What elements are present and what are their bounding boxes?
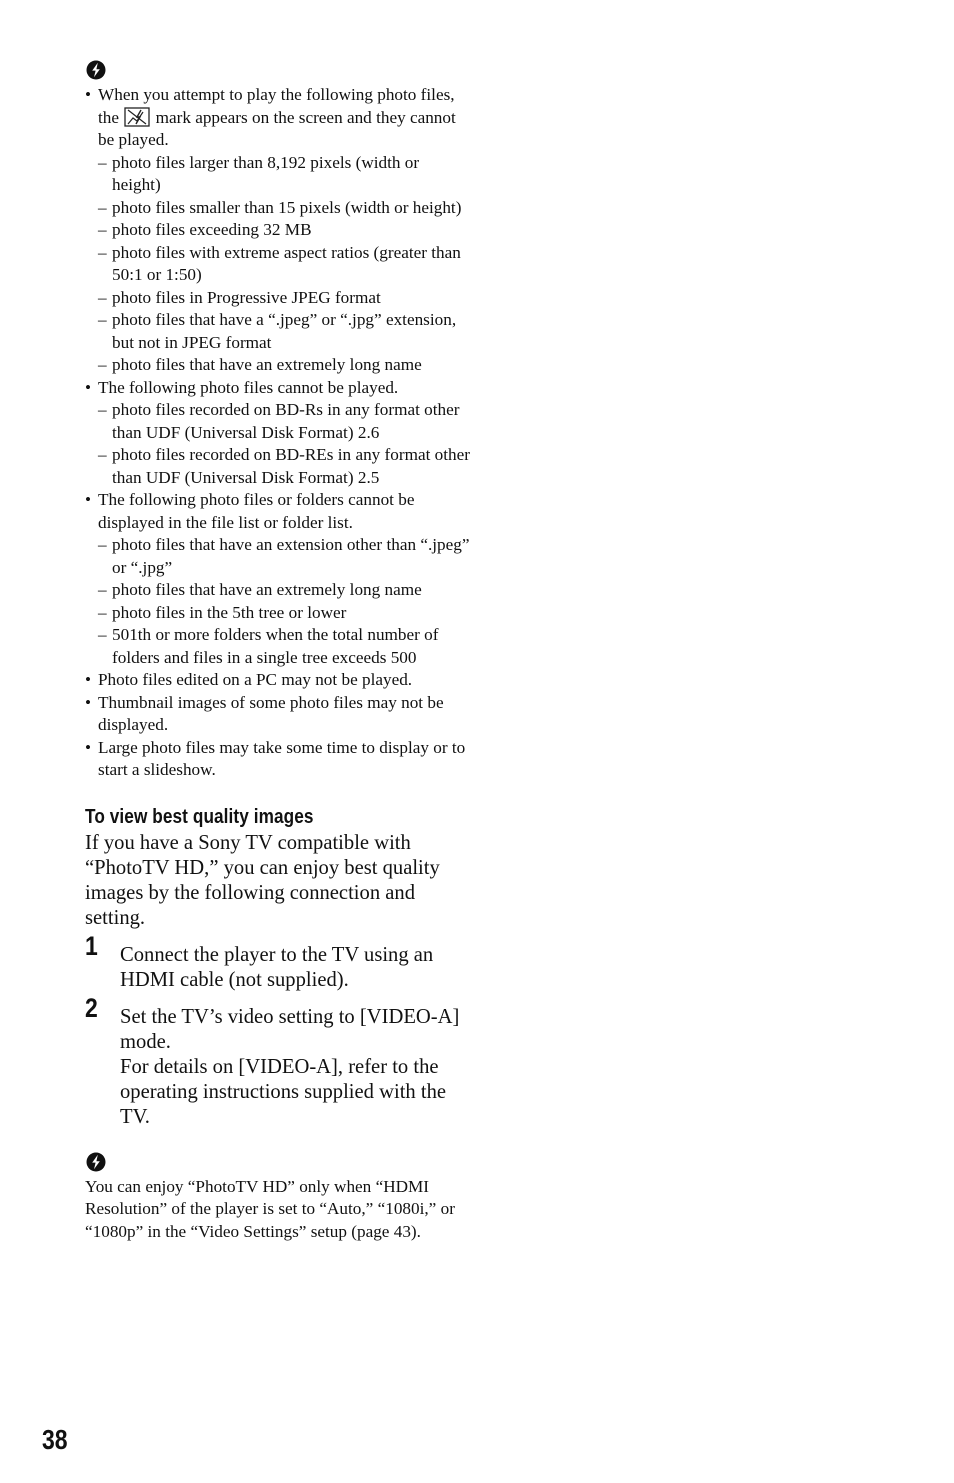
sub-item: – photo files that have an extremely long name <box>98 355 422 374</box>
step-detail: For details on [VIDEO-A], refer to the operating instructions supplied with the TV. <box>120 1055 447 1128</box>
sub-item: – photo files that have an extremely long name <box>98 580 422 599</box>
section-intro: If you have a Sony TV compatible with “PhotoTV HD,” you can enjoy best quality images by the following connection and setting. <box>85 831 440 929</box>
sub-item: – 501th or more folders when the total number of folders and files in a single tree exceeds 500 <box>98 625 439 667</box>
note-item: • Thumbnail images of some photo files may not be displayed. <box>85 692 444 734</box>
sub-list <box>98 399 470 489</box>
note-icon <box>86 60 106 80</box>
page-number: 38 <box>42 1424 68 1455</box>
sub-item: – photo files exceeding 32 MB <box>98 220 312 239</box>
note-item: • The following photo files cannot be played. – photo files recorded on BD-Rs in any format other than UDF (Universal Disk Format) 2.6 – photo files recorded on BD-REs in any format other than UDF (Universal Disk Format) 2.5 <box>85 377 470 490</box>
sub-item: – photo files with extreme aspect ratios (greater than 50:1 or 1:50) <box>98 242 461 284</box>
note-text: You can enjoy “PhotoTV HD” only when “HDMI Resolution” of the player is set to “Auto,” “1080i,” or “1080p” in the “Video Settings” setup (page 43). <box>85 1176 455 1241</box>
sub-list <box>98 152 470 377</box>
sub-list <box>98 534 470 669</box>
sub-item: – photo files larger than 8,192 pixels (width or height) <box>98 152 420 194</box>
step-text: Set the TV’s video setting to [VIDEO-A] mode. <box>120 1005 460 1053</box>
page-content <box>85 60 470 1243</box>
step-number: 2 <box>85 992 98 1023</box>
note-block <box>85 1152 470 1244</box>
step-text: Connect the player to the TV using an HDMI cable (not supplied). <box>120 943 434 991</box>
section-title: To view best quality images <box>85 805 314 828</box>
step-2 <box>85 992 470 1130</box>
step-number: 1 <box>85 930 98 961</box>
sub-item: – photo files in the 5th tree or lower <box>98 602 347 622</box>
sub-item: – photo files smaller than 15 pixels (width or height) <box>98 197 462 217</box>
sub-item: – photo files recorded on BD-REs in any format other than UDF (Universal Disk Format) 2.5 <box>98 445 470 487</box>
sub-item: – photo files that have an extension other than “.jpeg” or “.jpg” <box>98 535 470 577</box>
notes-list <box>85 84 470 782</box>
note-item: • Photo files edited on a PC may not be played. <box>85 670 413 689</box>
note-item: • Large photo files may take some time to display or to start a slideshow. <box>85 737 466 779</box>
note-icon <box>86 1152 106 1172</box>
no-play-icon <box>124 107 150 127</box>
note-item: • When you attempt to play the following photo files, the mark appears on the screen and they cannot be played. – photo files larger than 8,192 pixels (width or height) – photo files smaller than 15 pixels (width or height) – photo files exceeding 32 MB – photo files with extreme aspect ratios (greater than 50:1 or 1:50) – photo files in Progressive JPEG format – photo files that have a “.jpeg” or “.jpg” extension, but not in JPEG format – photo files that have an extremely long name <box>85 84 470 377</box>
sub-item: – photo files in Progressive JPEG format <box>98 287 381 307</box>
sub-item: – photo files that have a “.jpeg” or “.jpg” extension, but not in JPEG format <box>98 310 457 352</box>
note-item: • The following photo files or folders cannot be displayed in the file list or folder list. – photo files that have an extension other than “.jpeg” or “.jpg” – photo files that have an extremely long name – photo files in the 5th tree or lower – 501th or more folders when the total number of folders and files in a single tree exceeds 500 <box>85 489 470 669</box>
sub-item: – photo files recorded on BD-Rs in any format other than UDF (Universal Disk Format) 2.6 <box>98 400 460 442</box>
step-1 <box>85 930 470 993</box>
